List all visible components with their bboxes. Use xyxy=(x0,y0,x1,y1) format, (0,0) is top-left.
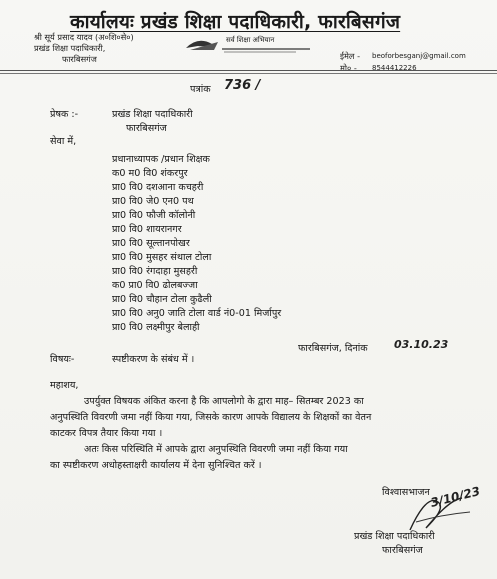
recipient-line: प्रा0 वि0 रंगदाहा मुसहरी xyxy=(112,266,198,277)
recipient-line: क0 म0 वि0 शंकरपुर xyxy=(112,168,188,179)
mobile-label: मो० - xyxy=(340,63,357,73)
subject-label: विषयः- xyxy=(50,354,75,365)
body-paragraph-1-line-2: अनुपस्थिति विवरणी जमा नहीं किया गया, जिसके कारण आपके विद्यालय के शिक्षकों का वेतन xyxy=(50,412,372,423)
sender-label: प्रेषक :- xyxy=(50,109,79,120)
seva-label: सेवा में, xyxy=(50,136,77,147)
patrank-label: पत्रांक xyxy=(190,84,211,95)
ssa-emblem xyxy=(178,34,318,56)
signatory-place: फारबिसगंज xyxy=(382,545,423,556)
emblem-text: सर्व शिक्षा अभियान xyxy=(226,36,275,44)
email-label: ईमेल - xyxy=(340,51,361,61)
recipient-line: प्रा0 वि0 अनु0 जाति टोला वार्ड नं0-01 मिर्जापुर xyxy=(112,308,282,319)
letter-date: 03.10.23 xyxy=(394,338,449,351)
sender-line2: फारबिसगंज xyxy=(126,123,167,134)
body-paragraph-2-line-1: अतः किस परिस्थिति में आपके द्वारा अनुपस्थिति विवरणी जमा नहीं किया गया xyxy=(84,444,348,455)
header-rule xyxy=(0,70,497,71)
mobile-value: 8544412226 xyxy=(372,64,417,72)
recipient-line: प्रा0 वि0 सूल्तानपोखर xyxy=(112,238,190,249)
body-paragraph-2-line-2: का स्पष्टीकरण अधोहस्ताक्षरी कार्यालय में देना सुनिश्चित करें । xyxy=(50,460,262,471)
signature-date: 3/10/23 xyxy=(429,484,482,510)
subject-text: स्पष्टीकरण के संबंध में । xyxy=(112,354,195,365)
body-paragraph-1-line-3: काटकर विपत्र तैयार किया गया । xyxy=(50,428,163,439)
recipient-line: प्रा0 वि0 दशआना कचहरी xyxy=(112,182,204,193)
email-value: beoforbesganj@gmail.com xyxy=(372,52,466,60)
recipient-line: प्रधानाध्यापक /प्रधान शिक्षक xyxy=(112,154,210,165)
sender-line1: प्रखंड शिक्षा पदाधिकारी xyxy=(112,109,193,120)
recipient-line: प्रा0 वि0 चौहान टोला कुढैली xyxy=(112,294,212,305)
officer-place: फारबिसगंज xyxy=(62,54,97,64)
recipient-line: प्रा0 वि0 मुसहर संथाल टोला xyxy=(112,252,212,263)
patrank-value: 736 / xyxy=(224,78,261,93)
signatory-designation: प्रखंड शिक्षा पदाधिकारी xyxy=(354,531,435,542)
officer-name: श्री सूर्य प्रसाद यादव (अ०शि०से०) xyxy=(34,32,134,42)
recipient-line: प्रा0 वि0 लक्ष्मीपुर बेलाही xyxy=(112,322,200,333)
body-paragraph-1-line-1: उपर्युक्त विषयक अंकित करना है कि आपलोगो के द्वारा माह– सितम्बर 2023 का xyxy=(84,396,364,407)
officer-designation: प्रखंड शिक्षा पदाधिकारी, xyxy=(34,43,106,53)
recipient-line: क0 प्रा0 वि0 ढोलबज्जा xyxy=(112,280,198,291)
recipient-line: प्रा0 वि0 जे0 एन0 पथ xyxy=(112,196,194,207)
recipient-line: प्रा0 वि0 शायरानगर xyxy=(112,224,182,235)
closing-text: विश्वासभाजन xyxy=(382,487,430,498)
header-rule-secondary xyxy=(0,73,497,74)
place-date-prefix: फारबिसगंज, दिनांक xyxy=(298,343,368,354)
recipient-line: प्रा0 वि0 फौजी कॉलोनी xyxy=(112,210,196,221)
office-header-title: कार्यालयः प्रखंड शिक्षा पदाधिकारी, फारबिसगंज xyxy=(70,11,401,33)
salutation: महाशय, xyxy=(50,380,79,391)
